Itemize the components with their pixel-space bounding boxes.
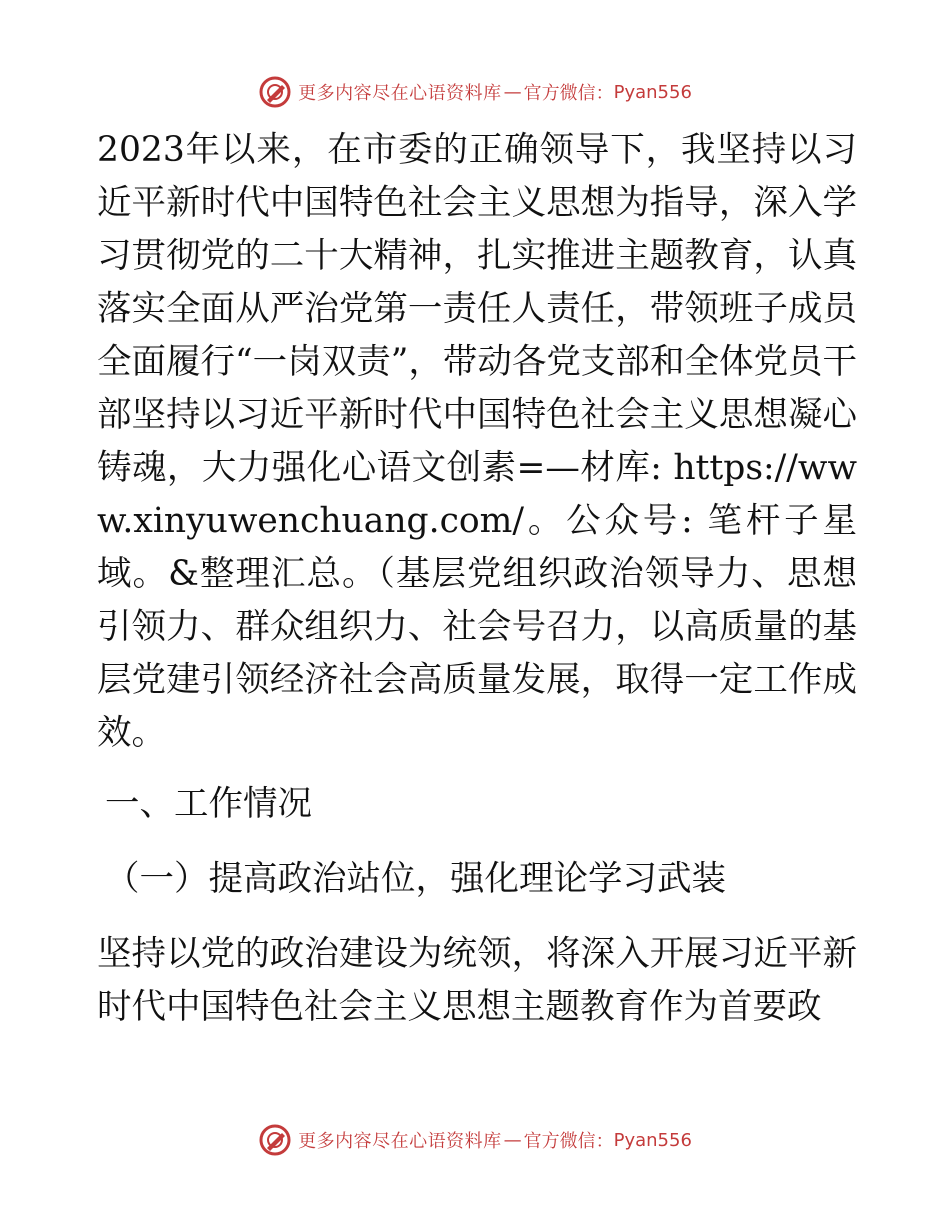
brand-logo-icon bbox=[258, 1123, 292, 1157]
brand-logo-icon bbox=[258, 75, 292, 109]
section-heading: 一、工作情况 bbox=[105, 784, 312, 824]
body-paragraph: 坚持以党的政治建设为统领，将深入开展习近平新时代中国特色社会主义思想主题教育作为首要政 bbox=[97, 934, 857, 1027]
footer-watermark bbox=[0, 1122, 950, 1158]
subsection-heading: （一）提高政治站位，强化理论学习武装 bbox=[105, 859, 726, 899]
document-body bbox=[97, 124, 857, 1034]
intro-paragraph: 2023年以来，在市委的正确领导下，我坚持以习近平新时代中国特色社会主义思想为指导，深入学习贯彻党的二十大精神，扎实推进主题教育，认真落实全面从严治党第一责任人责任，带领班子成员全面履行“一岗双责”，带动各党支部和全体党员干部坚持以习近平新时代中国特色社会主义思想凝心铸魂，大力强化心语文创素=—材库: https://www.xinyuwenchuang.com/。公众号: 笔杆子星域。&整理汇总。（基层党组织政治领导力、思想引领力、群众组织力、社会号召力，以高质量的基层党建引领经济社会高质量发展，取得一定工作成效。 bbox=[97, 130, 857, 753]
watermark-text: 更多内容尽在心语资料库 bbox=[298, 83, 502, 104]
watermark-label: 官方微信： bbox=[523, 83, 614, 104]
watermark-text: 更多内容尽在心语资料库 bbox=[298, 1131, 502, 1152]
watermark-id: Pyan556 bbox=[613, 1129, 692, 1151]
watermark-separator: — bbox=[503, 81, 522, 103]
watermark-label: 官方微信： bbox=[523, 1131, 614, 1152]
header-watermark bbox=[0, 74, 950, 110]
watermark-id: Pyan556 bbox=[613, 81, 692, 103]
watermark-separator: — bbox=[503, 1129, 522, 1151]
